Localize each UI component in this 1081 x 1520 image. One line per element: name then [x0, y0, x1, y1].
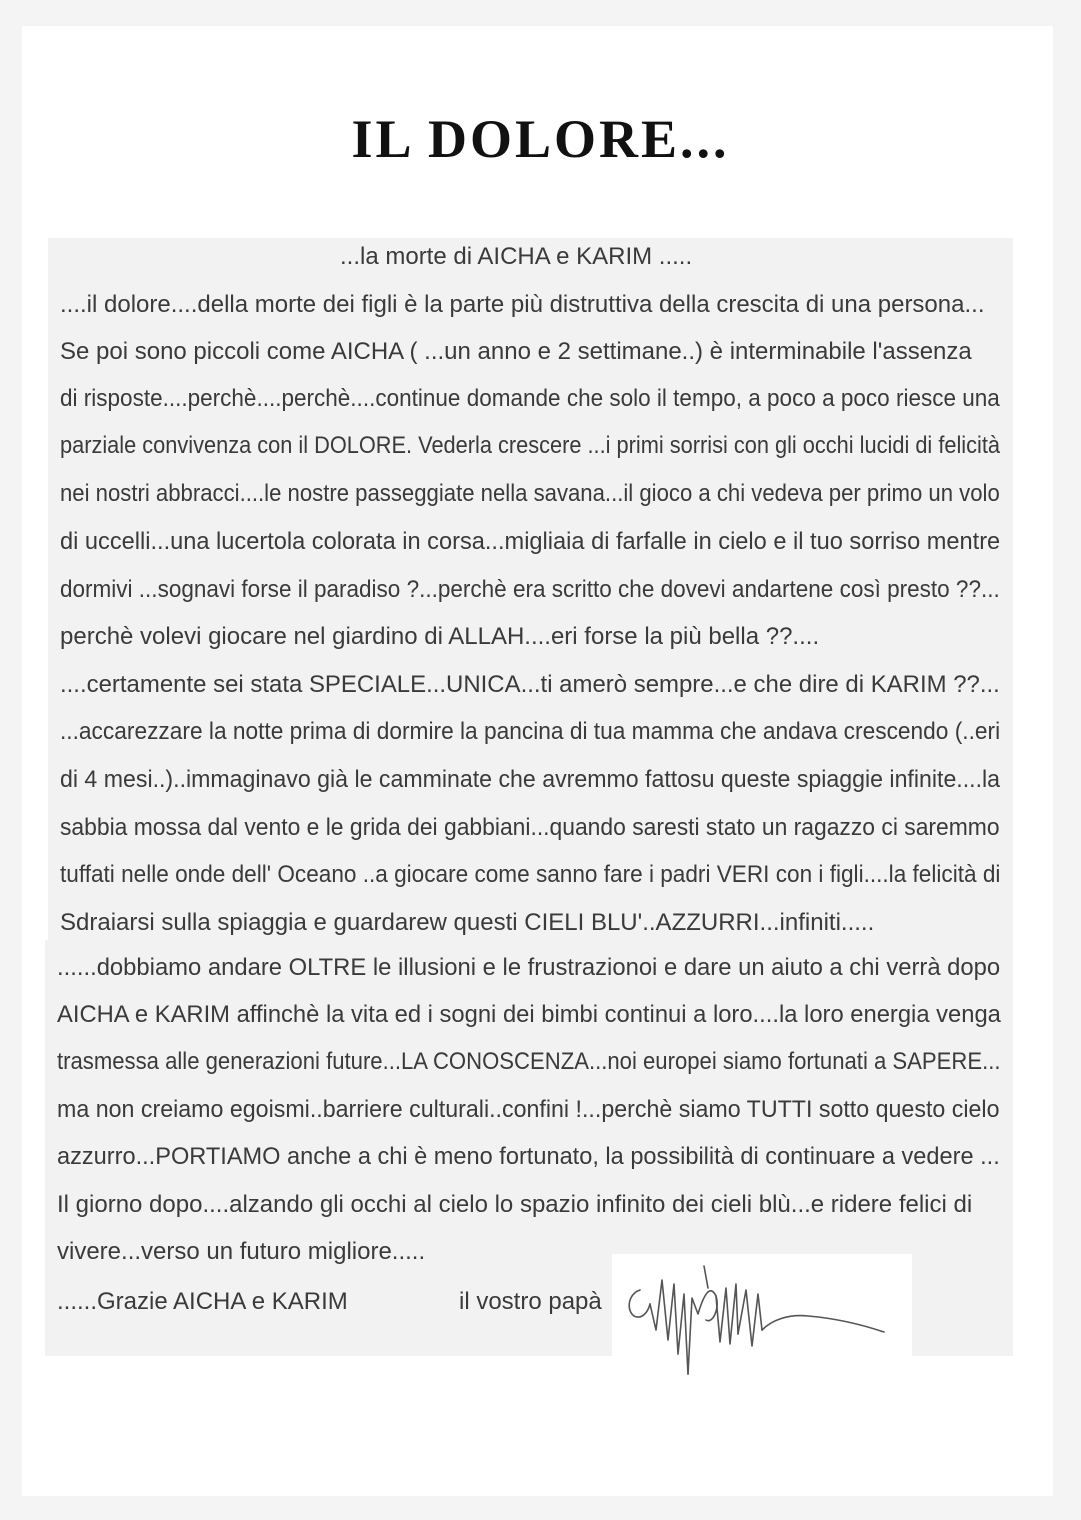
paragraph-line: di uccelli...una lucertola colorata in corsa...migliaia di farfalle in cielo e il tuo sorriso mentre — [60, 528, 1001, 555]
signature-area — [612, 1254, 912, 1389]
paragraph-line: perchè volevi giocare nel giardino di ALLAH....eri forse la più bella ??.... — [60, 623, 820, 650]
paragraph-line: ......dobbiamo andare OLTRE le illusioni e le frustrazionoi e dare un aiuto a chi verrà dopo — [57, 954, 1001, 981]
paragraph-line: vivere...verso un futuro migliore..... — [57, 1238, 426, 1265]
paragraph-line: azzurro...PORTIAMO anche a chi è meno fortunato, la possibilità di continuare a vedere ... — [57, 1143, 1000, 1170]
paragraph-line: AICHA e KARIM affinchè la vita ed i sogni dei bimbi continui a loro....la loro energia venga — [57, 1001, 1001, 1028]
paragraph-line: ....il dolore....della morte dei figli è la parte più distruttiva della crescita di una persona... — [60, 291, 985, 318]
paragraph-line: ma non creiamo egoismi..barriere culturali..confini !...perchè siamo TUTTI sotto questo cielo — [57, 1096, 1000, 1123]
paragraph-line: di risposte....perchè....perchè....continue domande che solo il tempo, a poco a poco riesce una — [60, 385, 1000, 412]
paragraph-line: Il giorno dopo....alzando gli occhi al cielo lo spazio infinito dei cieli blù...e ridere felici di — [57, 1191, 973, 1218]
paragraph-line: trasmessa alle generazioni future...LA CONOSCENZA...noi europei siamo fortunati a SAPERE... — [57, 1048, 1001, 1075]
letter-subtitle: ...la morte di AICHA e KARIM ..... — [340, 243, 693, 270]
paragraph-line: dormivi ...sognavi forse il paradiso ?...perchè era scritto che dovevi andartene così presto ??... — [60, 576, 1000, 603]
paragraph-line: ...accarezzare la notte prima di dormire la pancina di tua mamma che andava crescendo (..eri — [60, 718, 1001, 745]
closing-signoff: il vostro papà — [459, 1288, 602, 1315]
paragraph-line: Se poi sono piccoli come AICHA ( ...un anno e 2 settimane..) è interminabile l'assenza — [60, 338, 972, 365]
paragraph-line: sabbia mossa dal vento e le grida dei gabbiani...quando saresti stato un ragazzo ci saremmo — [60, 814, 1000, 841]
paragraph-line: tuffati nelle onde dell' Oceano ..a giocare come sanno fare i padri VERI con i figli....la felicità di — [60, 861, 1001, 888]
closing-thanks: ......Grazie AICHA e KARIM — [57, 1288, 348, 1315]
paragraph-line: parziale convivenza con il DOLORE. Vederla crescere ...i primi sorrisi con gli occhi lucidi di felicità — [60, 432, 1001, 459]
letter-title: IL DOLORE... — [351, 109, 730, 169]
paragraph-line: di 4 mesi..)..immaginavo già le camminate che avremmo fattosu queste spiaggie infinite....la — [60, 766, 1001, 793]
paragraph-line: Sdraiarsi sulla spiaggia e guardarew questi CIELI BLU'..AZZURRI...infiniti..... — [60, 909, 875, 936]
paragraph-line: ....certamente sei stata SPECIALE...UNICA...ti amerò sempre...e che dire di KARIM ??... — [60, 671, 1000, 698]
paragraph-line: nei nostri abbracci....le nostre passeggiate nella savana...il gioco a chi vedeva per primo un volo — [60, 480, 1000, 507]
handwritten-signature — [612, 1254, 912, 1389]
